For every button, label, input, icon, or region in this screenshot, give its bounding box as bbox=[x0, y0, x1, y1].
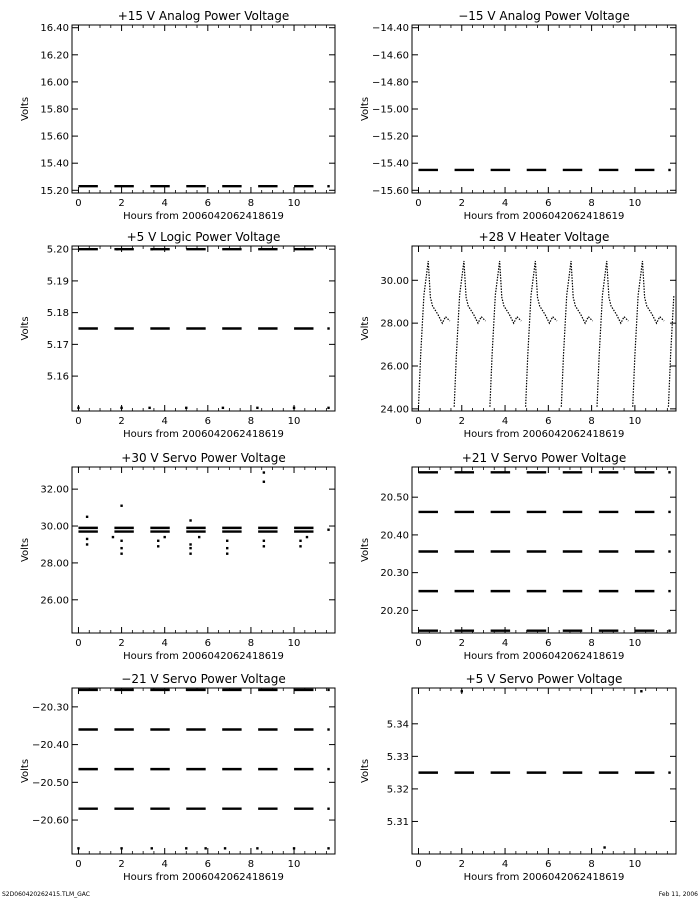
x-tick-label: 0 bbox=[75, 198, 82, 209]
x-tick-label: 10 bbox=[628, 638, 642, 649]
chart-title: +15 V Analog Power Voltage bbox=[117, 9, 290, 23]
data-point bbox=[198, 536, 200, 538]
y-tick-label: 26.00 bbox=[380, 361, 409, 373]
data-point bbox=[461, 690, 463, 692]
x-axis-label: Hours from 2006042062418619 bbox=[123, 429, 284, 440]
y-tick-label: 16.00 bbox=[40, 77, 69, 89]
y-axis-label: Volts bbox=[360, 758, 371, 784]
y-tick-label: −15.60 bbox=[371, 185, 409, 197]
y-axis-label: Volts bbox=[20, 96, 31, 122]
chart-panel-4 bbox=[360, 230, 676, 440]
y-tick-label: 5.31 bbox=[386, 816, 409, 828]
y-tick-label: 32.00 bbox=[40, 484, 69, 496]
y-tick-label: 20.50 bbox=[380, 492, 409, 504]
data-point bbox=[189, 547, 191, 549]
x-tick-label: 10 bbox=[287, 416, 301, 427]
data-point bbox=[151, 248, 153, 250]
chart-title: +28 V Heater Voltage bbox=[478, 230, 610, 244]
x-tick-label: 6 bbox=[204, 198, 211, 209]
y-tick-label: 5.18 bbox=[46, 308, 69, 320]
x-tick-label: 8 bbox=[588, 859, 595, 870]
x-tick-label: 10 bbox=[628, 859, 642, 870]
data-point bbox=[263, 471, 265, 473]
x-tick-label: 6 bbox=[204, 859, 211, 870]
x-tick-label: 4 bbox=[161, 416, 168, 427]
chart-title: +5 V Logic Power Voltage bbox=[126, 230, 281, 244]
data-point bbox=[668, 630, 670, 632]
y-tick-label: 28.00 bbox=[40, 558, 69, 570]
x-tick-label: 8 bbox=[247, 638, 255, 649]
data-point bbox=[668, 590, 670, 592]
chart-panel-6 bbox=[360, 451, 676, 662]
y-tick-label: 16.20 bbox=[40, 50, 69, 62]
heater-cycle-trace bbox=[526, 261, 557, 407]
y-axis-label: Volts bbox=[360, 96, 371, 122]
x-tick-label: 6 bbox=[204, 416, 211, 427]
y-tick-label: −14.60 bbox=[371, 50, 409, 62]
y-tick-label: 30.00 bbox=[40, 521, 69, 533]
data-point bbox=[189, 519, 191, 521]
data-point bbox=[157, 545, 159, 547]
plot-frame bbox=[72, 25, 335, 193]
y-axis-label: Volts bbox=[20, 537, 31, 563]
footer-date-label: Feb 11, 2006 bbox=[658, 891, 698, 898]
x-axis-label: Hours from 2006042062418619 bbox=[463, 211, 625, 222]
x-tick-label: 10 bbox=[287, 198, 301, 209]
x-tick-label: 2 bbox=[458, 416, 465, 427]
data-point bbox=[86, 516, 88, 518]
x-tick-label: 0 bbox=[75, 416, 82, 427]
y-tick-label: −15.20 bbox=[371, 131, 409, 143]
data-point bbox=[256, 407, 258, 409]
data-point bbox=[163, 536, 165, 538]
heater-cycle-trace bbox=[597, 261, 628, 407]
data-point bbox=[256, 847, 258, 849]
x-tick-label: 4 bbox=[161, 859, 168, 870]
data-point bbox=[120, 407, 122, 409]
x-tick-label: 6 bbox=[204, 638, 211, 649]
data-point bbox=[293, 847, 295, 849]
x-tick-label: 8 bbox=[247, 198, 255, 209]
plot-frame bbox=[72, 688, 335, 854]
x-tick-label: 6 bbox=[545, 638, 552, 649]
chart-panel-3 bbox=[20, 230, 335, 440]
y-tick-label: −14.80 bbox=[371, 77, 409, 89]
y-tick-label: 5.32 bbox=[386, 784, 409, 796]
data-point bbox=[327, 407, 329, 409]
data-point bbox=[189, 552, 191, 554]
x-tick-label: 10 bbox=[628, 198, 642, 209]
chart-panel-2 bbox=[360, 9, 676, 222]
x-tick-label: 0 bbox=[75, 638, 82, 649]
y-tick-label: 5.33 bbox=[386, 751, 409, 763]
heater-cycle-trace bbox=[633, 261, 664, 407]
y-tick-label: 5.17 bbox=[46, 339, 69, 351]
x-tick-label: 8 bbox=[588, 638, 595, 649]
x-axis-label: Hours from 2006042062418619 bbox=[463, 429, 625, 440]
data-point bbox=[299, 545, 301, 547]
data-point bbox=[299, 540, 301, 542]
data-point bbox=[120, 552, 122, 554]
x-tick-label: 2 bbox=[118, 198, 125, 209]
data-point bbox=[668, 169, 670, 171]
x-axis-label: Hours from 2006042062418619 bbox=[123, 872, 284, 883]
x-tick-label: 4 bbox=[501, 416, 509, 427]
data-point bbox=[224, 847, 226, 849]
y-axis-label: Volts bbox=[360, 316, 371, 341]
data-point bbox=[640, 690, 642, 692]
y-tick-label: −20.50 bbox=[31, 777, 69, 789]
heater-cycle-trace bbox=[561, 261, 592, 407]
data-point bbox=[327, 768, 329, 770]
data-point bbox=[86, 543, 88, 545]
data-point bbox=[603, 846, 605, 848]
x-tick-label: 8 bbox=[247, 859, 255, 870]
chart-panel-1 bbox=[20, 9, 335, 222]
y-tick-label: 30.00 bbox=[380, 275, 409, 287]
y-tick-label: 16.40 bbox=[40, 23, 69, 35]
data-point bbox=[327, 185, 329, 187]
y-tick-label: −15.00 bbox=[371, 104, 409, 116]
data-point bbox=[112, 536, 114, 538]
x-axis-label: Hours from 2006042062418619 bbox=[463, 651, 625, 662]
data-point bbox=[306, 536, 308, 538]
x-tick-label: 2 bbox=[458, 859, 465, 870]
data-point bbox=[148, 407, 150, 409]
data-point bbox=[668, 771, 670, 773]
x-axis-label: Hours from 2006042062418619 bbox=[123, 651, 284, 662]
y-tick-label: −20.40 bbox=[31, 740, 69, 752]
x-tick-label: 10 bbox=[287, 859, 301, 870]
data-point bbox=[226, 547, 228, 549]
data-point bbox=[120, 547, 122, 549]
x-tick-label: 0 bbox=[415, 416, 422, 427]
heater-cycle-trace bbox=[418, 261, 449, 407]
data-point bbox=[204, 847, 206, 849]
data-point bbox=[86, 538, 88, 540]
y-tick-label: 15.20 bbox=[40, 185, 69, 197]
data-point bbox=[263, 540, 265, 542]
y-tick-label: 5.34 bbox=[386, 719, 409, 731]
data-point bbox=[327, 327, 329, 329]
x-tick-label: 4 bbox=[161, 638, 168, 649]
x-tick-label: 0 bbox=[75, 859, 82, 870]
y-tick-label: 15.60 bbox=[40, 131, 69, 143]
heater-cycle-trace bbox=[454, 261, 485, 407]
data-point bbox=[189, 543, 191, 545]
y-axis-label: Volts bbox=[360, 537, 371, 563]
y-tick-label: 20.20 bbox=[380, 605, 409, 617]
chart-panel-8 bbox=[360, 672, 676, 883]
data-point bbox=[120, 505, 122, 507]
y-tick-label: 5.19 bbox=[46, 276, 69, 288]
data-point bbox=[77, 407, 79, 409]
y-tick-label: −14.40 bbox=[371, 23, 409, 35]
data-point bbox=[263, 481, 265, 483]
data-point bbox=[185, 847, 187, 849]
y-tick-label: 24.00 bbox=[380, 404, 409, 416]
chart-panel-5 bbox=[20, 451, 335, 662]
x-tick-label: 2 bbox=[458, 198, 465, 209]
data-point bbox=[222, 407, 224, 409]
x-tick-label: 6 bbox=[545, 416, 552, 427]
data-point bbox=[668, 550, 670, 552]
y-tick-label: 28.00 bbox=[380, 318, 409, 330]
data-point bbox=[185, 407, 187, 409]
data-point bbox=[116, 248, 118, 250]
y-tick-label: −15.40 bbox=[371, 158, 409, 170]
y-tick-label: −20.60 bbox=[31, 815, 69, 827]
y-tick-label: −20.30 bbox=[31, 702, 69, 714]
x-tick-label: 2 bbox=[458, 638, 465, 649]
x-tick-label: 8 bbox=[588, 416, 595, 427]
data-point bbox=[263, 545, 265, 547]
plot-frame bbox=[72, 467, 335, 633]
y-axis-label: Volts bbox=[20, 316, 31, 341]
y-tick-label: 20.40 bbox=[380, 530, 409, 542]
y-tick-label: 26.00 bbox=[40, 595, 69, 607]
chart-title: −21 V Servo Power Voltage bbox=[121, 672, 286, 686]
data-point bbox=[120, 540, 122, 542]
data-point bbox=[668, 511, 670, 513]
y-tick-label: 15.40 bbox=[40, 158, 69, 170]
x-tick-label: 0 bbox=[415, 198, 422, 209]
data-point bbox=[226, 552, 228, 554]
x-tick-label: 10 bbox=[287, 638, 301, 649]
plot-frame bbox=[412, 246, 676, 411]
footer-file-label: S2D060420262415.TLM_GAC bbox=[2, 891, 90, 898]
y-tick-label: 20.30 bbox=[380, 568, 409, 580]
data-point bbox=[668, 471, 670, 473]
data-point bbox=[327, 689, 329, 691]
x-axis-label: Hours from 2006042062418619 bbox=[463, 872, 625, 883]
y-tick-label: 5.20 bbox=[46, 244, 69, 256]
data-point bbox=[157, 540, 159, 542]
x-axis-label: Hours from 2006042062418619 bbox=[123, 211, 284, 222]
x-tick-label: 4 bbox=[501, 198, 509, 209]
data-point bbox=[293, 407, 295, 409]
heater-cycle-trace bbox=[668, 295, 673, 406]
data-point bbox=[327, 808, 329, 810]
data-point bbox=[327, 529, 329, 531]
chart-title: +5 V Servo Power Voltage bbox=[465, 672, 623, 686]
y-tick-label: 5.16 bbox=[46, 371, 69, 383]
chart-title: +30 V Servo Power Voltage bbox=[121, 451, 286, 465]
x-tick-label: 10 bbox=[628, 416, 642, 427]
data-point bbox=[327, 847, 329, 849]
chart-title: +21 V Servo Power Voltage bbox=[461, 451, 627, 465]
data-point bbox=[327, 728, 329, 730]
x-tick-label: 8 bbox=[588, 198, 595, 209]
x-tick-label: 0 bbox=[415, 638, 422, 649]
plot-frame bbox=[412, 25, 676, 193]
chart-panel-7 bbox=[20, 672, 335, 883]
x-tick-label: 4 bbox=[501, 638, 509, 649]
chart-title: −15 V Analog Power Voltage bbox=[458, 9, 630, 23]
plot-frame bbox=[412, 688, 676, 854]
data-point bbox=[151, 847, 153, 849]
data-point bbox=[120, 847, 122, 849]
plot-frame bbox=[412, 467, 676, 633]
x-tick-label: 4 bbox=[501, 859, 509, 870]
data-point bbox=[226, 540, 228, 542]
x-tick-label: 6 bbox=[545, 859, 552, 870]
data-point bbox=[77, 847, 79, 849]
x-tick-label: 0 bbox=[415, 859, 422, 870]
x-tick-label: 8 bbox=[247, 416, 255, 427]
x-tick-label: 4 bbox=[161, 198, 168, 209]
x-tick-label: 2 bbox=[118, 859, 125, 870]
y-axis-label: Volts bbox=[20, 758, 31, 784]
x-tick-label: 2 bbox=[118, 638, 125, 649]
y-tick-label: 15.80 bbox=[40, 104, 69, 116]
x-tick-label: 2 bbox=[118, 416, 125, 427]
x-tick-label: 6 bbox=[545, 198, 552, 209]
heater-cycle-trace bbox=[490, 261, 521, 407]
